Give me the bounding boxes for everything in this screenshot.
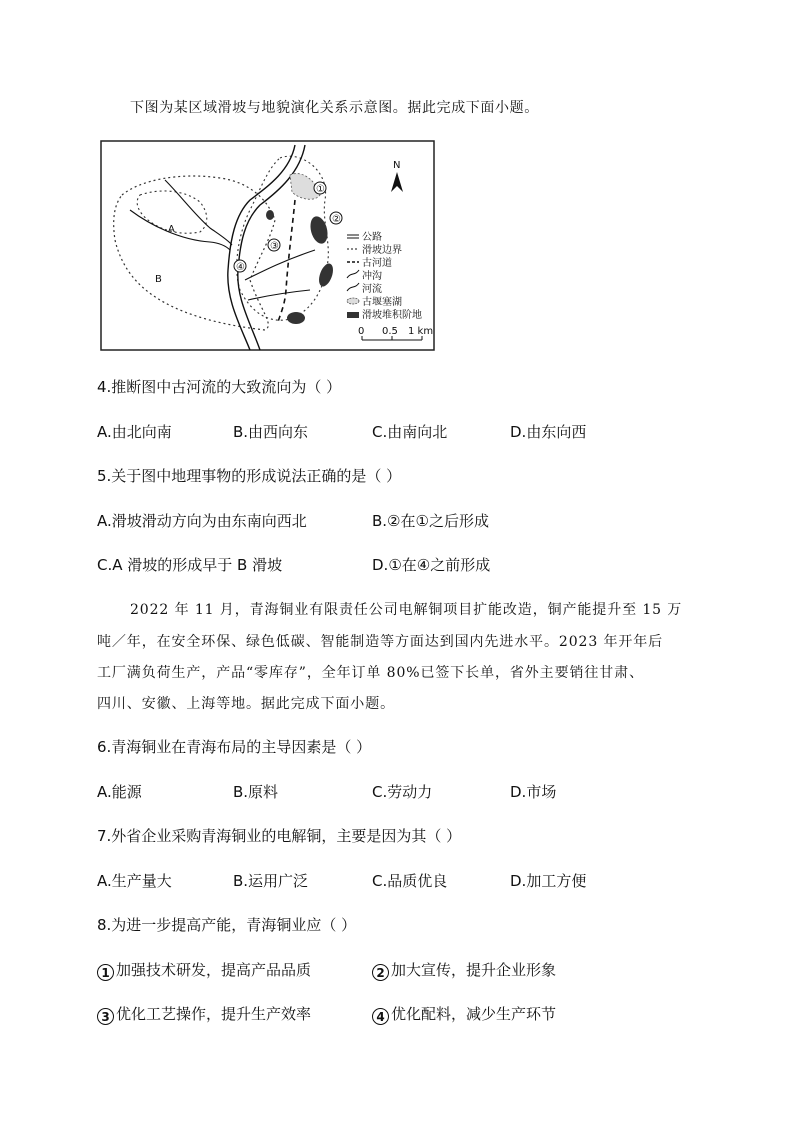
q5-stem: 5.关于图中地理事物的形成说法正确的是（ ） bbox=[97, 467, 402, 485]
q8-item-2-text: 加大宣传，提升企业形象 bbox=[391, 961, 557, 979]
passage-line-4: 四川、安徽、上海等地。据此完成下面小题。 bbox=[97, 696, 395, 712]
circled-number-4: 4 bbox=[372, 1008, 389, 1025]
q4-option-c[interactable]: C.由南向北 bbox=[372, 423, 448, 441]
marker-3: ③ bbox=[270, 241, 279, 252]
letter-a: A bbox=[168, 224, 175, 235]
q6-option-c[interactable]: C.劳动力 bbox=[372, 783, 433, 801]
legend-old-channel: 古河道 bbox=[362, 258, 392, 269]
q8-item-3-text: 优化工艺操作，提升生产效率 bbox=[116, 1005, 312, 1023]
passage-line-2: 吨／年，在安全环保、绿色低碳、智能制造等方面达到国内先进水平。2023 年开年后 bbox=[97, 634, 664, 650]
legend-gully: 冲沟 bbox=[362, 271, 382, 282]
north-label: N bbox=[393, 160, 401, 171]
q5-option-c[interactable]: C.A 滑坡的形成早于 B 滑坡 bbox=[97, 556, 283, 574]
q8-item-4[interactable] bbox=[372, 1004, 556, 1025]
q6-option-b[interactable]: B.原料 bbox=[233, 783, 279, 801]
circled-number-1: 1 bbox=[97, 964, 114, 981]
passage-line-1: 2022 年 11 月，青海铜业有限责任公司电解铜项目扩能改造，铜产能提升至 15 万 bbox=[130, 602, 683, 618]
legend-terrace: 滑坡堆积阶地 bbox=[362, 310, 422, 321]
q7-option-b[interactable]: B.运用广泛 bbox=[233, 872, 309, 890]
q8-item-1-text: 加强技术研发，提高产品品质 bbox=[116, 961, 312, 979]
landslide-map bbox=[100, 140, 436, 352]
q5-option-a[interactable]: A.滑坡滑动方向为由东南向西北 bbox=[97, 512, 307, 530]
q6-option-d[interactable]: D.市场 bbox=[510, 783, 557, 801]
q8-item-4-text: 优化配料，减少生产环节 bbox=[391, 1005, 557, 1023]
q8-item-3[interactable] bbox=[97, 1004, 311, 1025]
marker-1: ① bbox=[316, 184, 325, 195]
letter-b: B bbox=[155, 274, 162, 285]
circled-number-3: 3 bbox=[97, 1008, 114, 1025]
passage-line-3: 工厂满负荷生产，产品“零库存”，全年订单 80%已签下长单，省外主要销往甘肃、 bbox=[97, 665, 644, 681]
marker-4: ④ bbox=[236, 262, 245, 273]
legend-road: 公路 bbox=[362, 232, 382, 243]
q4-option-d[interactable]: D.由东向西 bbox=[510, 423, 587, 441]
scale-0: 0 bbox=[358, 326, 365, 337]
circled-number-2: 2 bbox=[372, 964, 389, 981]
intro-text: 下图为某区域滑坡与地貌演化关系示意图。据此完成下面小题。 bbox=[130, 100, 539, 116]
q6-option-a[interactable]: A.能源 bbox=[97, 783, 142, 801]
q8-stem: 8.为进一步提高产能，青海铜业应（ ） bbox=[97, 916, 357, 934]
q4-stem: 4.推断图中古河流的大致流向为（ ） bbox=[97, 378, 342, 396]
q5-option-d[interactable]: D.①在④之前形成 bbox=[372, 556, 491, 574]
scale-05: 0.5 bbox=[382, 326, 398, 337]
legend-lake: 古堰塞湖 bbox=[362, 297, 402, 308]
q8-item-2[interactable] bbox=[372, 960, 556, 981]
q6-stem: 6.青海铜业在青海布局的主导因素是（ ） bbox=[97, 738, 372, 756]
q7-option-a[interactable]: A.生产量大 bbox=[97, 872, 172, 890]
legend-river: 河流 bbox=[362, 284, 382, 295]
q7-option-c[interactable]: C.品质优良 bbox=[372, 872, 448, 890]
legend-boundary: 滑坡边界 bbox=[362, 245, 402, 256]
q4-option-b[interactable]: B.由西向东 bbox=[233, 423, 309, 441]
q4-option-a[interactable]: A.由北向南 bbox=[97, 423, 172, 441]
terrace-3 bbox=[287, 312, 305, 324]
q7-option-d[interactable]: D.加工方便 bbox=[510, 872, 587, 890]
marker-2: ② bbox=[332, 214, 341, 225]
q5-option-b[interactable]: B.②在①之后形成 bbox=[372, 512, 489, 530]
q8-item-1[interactable] bbox=[97, 960, 311, 981]
q7-stem: 7.外省企业采购青海铜业的电解铜，主要是因为其（ ） bbox=[97, 827, 462, 845]
scale-1km: 1 km bbox=[408, 326, 434, 337]
terrace-4 bbox=[266, 210, 274, 220]
